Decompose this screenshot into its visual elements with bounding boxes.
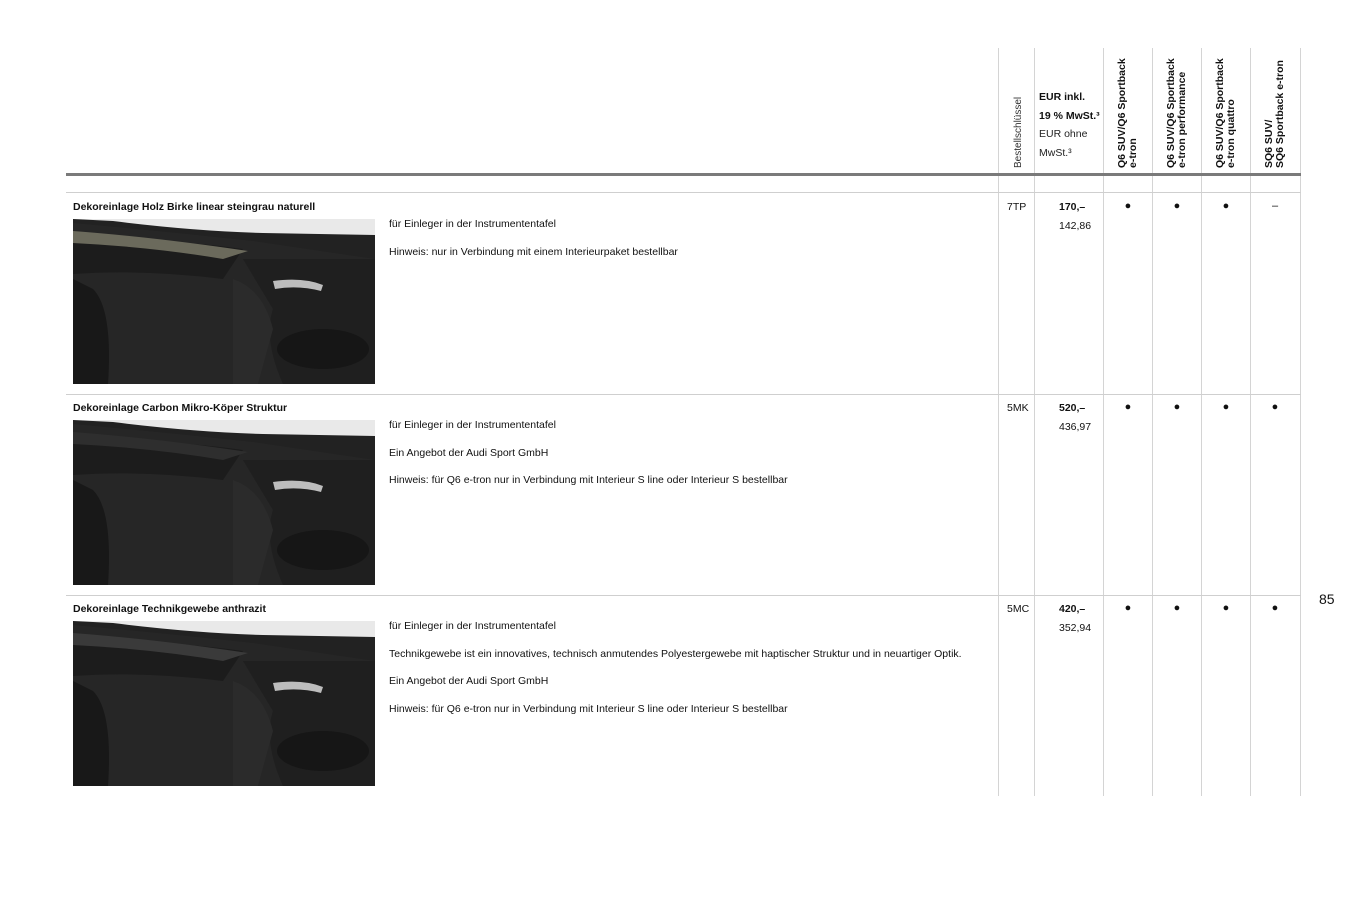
price-cell xyxy=(1059,600,1091,637)
row-divider xyxy=(66,394,1301,395)
row-title: Dekoreinlage Carbon Mikro-Köper Struktur xyxy=(73,402,288,414)
interior-trim-image xyxy=(73,621,375,786)
model-header-q6-etron-performance: Q6 SUV/Q6 Sportback e-tron performance xyxy=(1165,58,1188,168)
interior-trim-image xyxy=(73,219,375,384)
price-excl-vat: 352,94 xyxy=(1059,621,1092,634)
price-excl-vat: 142,86 xyxy=(1059,219,1092,232)
model-header-sq6-etron: SQ6 SUV/ SQ6 Sportback e-tron xyxy=(1263,60,1286,168)
price-incl-header-line1: EUR inkl. xyxy=(1039,91,1086,103)
row-title: Dekoreinlage Technikgewebe anthrazit xyxy=(73,603,266,615)
column-divider xyxy=(1152,48,1153,796)
price-header xyxy=(1039,88,1100,162)
price-cell xyxy=(1059,198,1091,235)
page-number: 85 xyxy=(1319,591,1335,607)
column-divider xyxy=(1300,48,1301,796)
price-excl-vat: 436,97 xyxy=(1059,420,1092,433)
availability-mark: ● xyxy=(1222,602,1230,614)
column-divider xyxy=(998,48,999,796)
availability-mark: ● xyxy=(1173,602,1181,614)
order-code: 5MC xyxy=(1007,603,1030,615)
column-divider xyxy=(1103,48,1104,796)
model-header-q6-etron-quattro: Q6 SUV/Q6 Sportback e-tron quattro xyxy=(1214,58,1237,168)
price-incl-vat: 520,– xyxy=(1059,402,1086,414)
price-incl-header-line2: 19 % MwSt.³ xyxy=(1039,109,1100,122)
dashboard-photo-icon xyxy=(73,420,375,585)
header-rule xyxy=(66,173,1301,176)
availability-mark: ● xyxy=(1271,602,1279,614)
column-divider xyxy=(1250,48,1251,796)
row-description: für Einleger in der Instrumententafel Hinweis: nur in Verbindung mit einem Interieurpaket bestellbar xyxy=(389,218,678,258)
model-header-q6-etron: Q6 SUV/Q6 Sportback e-tron xyxy=(1116,58,1139,168)
row-title: Dekoreinlage Holz Birke linear steingrau naturell xyxy=(73,201,316,213)
price-excl-header-line2: MwSt.³ xyxy=(1039,146,1072,159)
price-incl-vat: 170,– xyxy=(1059,201,1086,213)
availability-mark: ● xyxy=(1124,200,1132,212)
price-excl-header-line1: EUR ohne xyxy=(1039,128,1088,140)
row-description: für Einleger in der Instrumententafel Technikgewebe ist ein innovatives, technisch anmutendes Polyestergewebe mit haptischer Struktur und in neuartiger Optik. Ein Angebot der Audi Sport GmbH Hinweis: für Q6 e-tron nur in Verbindung mit Interieur S line oder Interieur S bestellbar xyxy=(389,620,962,715)
row-divider xyxy=(66,192,1301,193)
dashboard-photo-icon xyxy=(73,621,375,786)
row-divider xyxy=(66,595,1301,596)
order-code: 5MK xyxy=(1007,402,1029,414)
column-divider xyxy=(1034,48,1035,796)
price-incl-vat: 420,– xyxy=(1059,603,1086,615)
availability-mark: ● xyxy=(1222,401,1230,413)
availability-mark: ● xyxy=(1124,401,1132,413)
availability-mark: ● xyxy=(1173,401,1181,413)
availability-mark: ● xyxy=(1173,200,1181,212)
price-cell xyxy=(1059,399,1091,436)
availability-mark: – xyxy=(1271,200,1279,212)
dashboard-photo-icon xyxy=(73,219,375,384)
order-code: 7TP xyxy=(1007,201,1027,213)
row-description: für Einleger in der Instrumententafel Ein Angebot der Audi Sport GmbH Hinweis: für Q6 e-tron nur in Verbindung mit Interieur S line oder Interieur S bestellbar xyxy=(389,419,788,486)
order-key-header: Bestellschlüssel xyxy=(1013,96,1024,168)
column-divider xyxy=(1201,48,1202,796)
availability-mark: ● xyxy=(1271,401,1279,413)
availability-mark: ● xyxy=(1222,200,1230,212)
interior-trim-image xyxy=(73,420,375,585)
availability-mark: ● xyxy=(1124,602,1132,614)
